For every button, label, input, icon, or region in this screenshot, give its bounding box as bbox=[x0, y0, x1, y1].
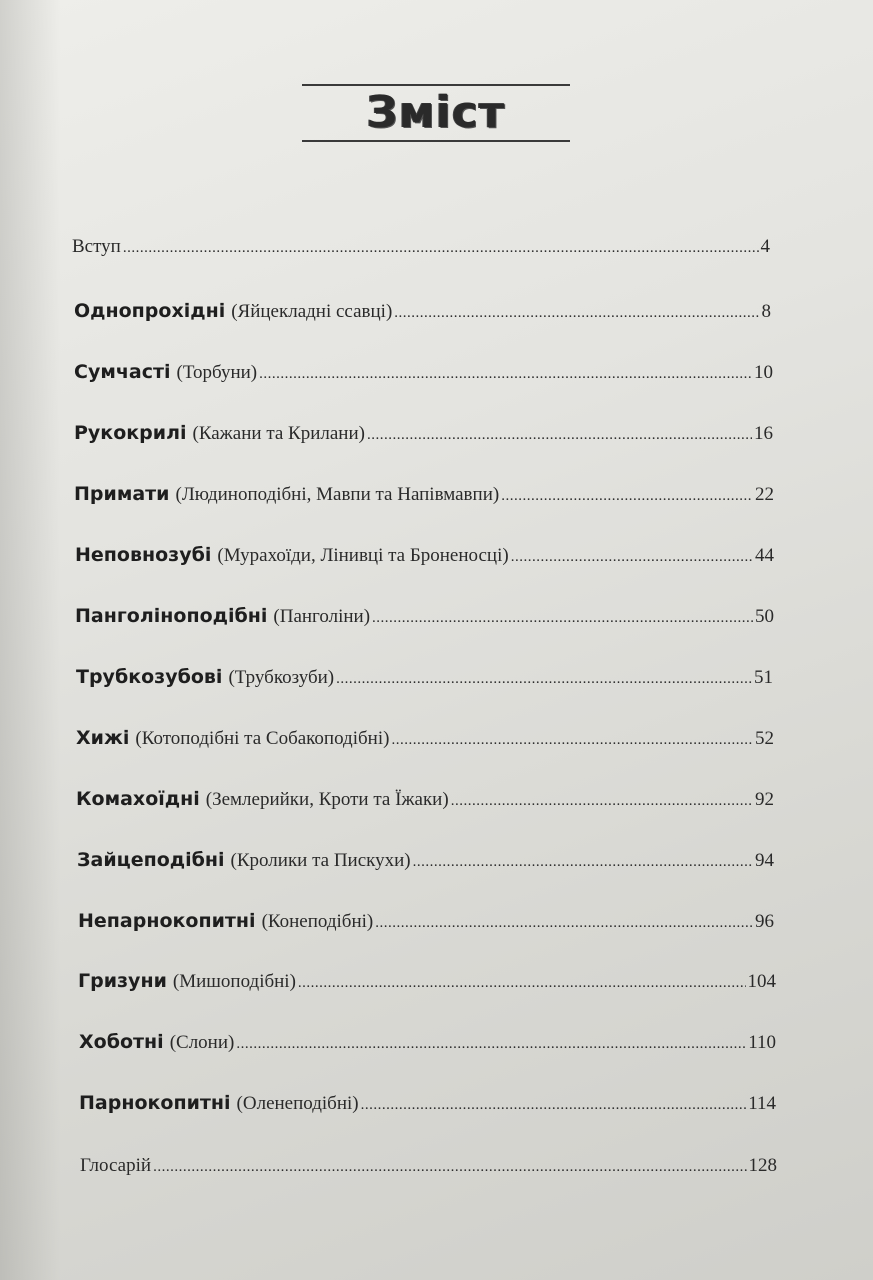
toc-page-number: 114 bbox=[748, 1093, 776, 1114]
toc-entry bbox=[79, 1088, 776, 1118]
toc-leader-dots bbox=[259, 359, 752, 389]
toc-entry bbox=[80, 1151, 777, 1181]
toc-entry-subtitle: (Слони) bbox=[169, 1032, 235, 1053]
toc-entry bbox=[78, 966, 776, 996]
toc-entry-subtitle: (Кажани та Крилани) bbox=[192, 423, 365, 444]
toc-leader-dots bbox=[394, 298, 759, 328]
toc-leader-dots bbox=[236, 1029, 746, 1059]
toc-entry-heading: Зайцеподібні bbox=[77, 849, 225, 871]
toc-entry-heading: Непарнокопитні bbox=[78, 910, 256, 932]
toc-page-number: 92 bbox=[755, 789, 774, 810]
toc-entry bbox=[76, 784, 774, 814]
toc-leader-dots bbox=[123, 233, 759, 263]
toc-page-number: 52 bbox=[755, 728, 774, 749]
toc-entry-subtitle: (Мурахоїди, Лінивці та Броненосці) bbox=[217, 545, 509, 566]
toc-entry-heading: Комахоїдні bbox=[76, 788, 200, 810]
toc-leader-dots bbox=[367, 420, 752, 450]
toc-entry-subtitle: (Яйцекладні ссавці) bbox=[231, 301, 393, 322]
toc-entry-subtitle: (Торбуни) bbox=[176, 362, 258, 383]
toc-entry bbox=[72, 232, 770, 262]
toc-entry-subtitle: Вступ bbox=[72, 236, 121, 257]
toc-page-number: 8 bbox=[761, 301, 771, 322]
toc-entry-heading: Рукокрилі bbox=[74, 422, 187, 444]
toc-entry-heading: Неповнозубі bbox=[75, 544, 212, 566]
toc-entry bbox=[78, 906, 774, 936]
toc-leader-dots bbox=[391, 725, 753, 755]
toc-entry bbox=[74, 357, 773, 387]
page-title: Зміст bbox=[366, 87, 506, 138]
toc-page-number: 128 bbox=[748, 1155, 777, 1176]
toc-page-number: 51 bbox=[754, 667, 773, 688]
toc-entry bbox=[77, 845, 774, 875]
toc-page-number: 96 bbox=[755, 911, 774, 932]
toc-leader-dots bbox=[413, 847, 753, 877]
toc-leader-dots bbox=[361, 1090, 747, 1120]
toc-leader-dots bbox=[501, 481, 753, 511]
toc-entry-heading: Сумчасті bbox=[74, 361, 171, 383]
toc-entry bbox=[79, 1027, 776, 1057]
toc-entry-heading: Хоботні bbox=[79, 1031, 164, 1053]
toc-entry bbox=[74, 296, 771, 326]
toc-entry bbox=[74, 479, 774, 509]
toc-entry-heading: Парнокопитні bbox=[79, 1092, 231, 1114]
toc-entry-subtitle: (Котоподібні та Собакоподібні) bbox=[135, 728, 390, 749]
toc-leader-dots bbox=[375, 908, 753, 938]
toc-entry-subtitle: (Землерийки, Кроти та Їжаки) bbox=[205, 789, 449, 810]
toc-page-number: 4 bbox=[760, 236, 770, 257]
toc-entry bbox=[74, 418, 773, 448]
toc-entry bbox=[75, 601, 774, 631]
toc-page-number: 94 bbox=[755, 850, 774, 871]
toc-page-number: 44 bbox=[755, 545, 774, 566]
toc-page-number: 16 bbox=[754, 423, 773, 444]
toc-leader-dots bbox=[372, 603, 753, 633]
toc-entry-heading: Панголіноподібні bbox=[75, 605, 268, 627]
toc-leader-dots bbox=[336, 664, 752, 694]
toc-entry-subtitle: (Мишоподібні) bbox=[172, 971, 296, 992]
toc-entry-heading: Однопрохідні bbox=[74, 300, 226, 322]
toc-entry bbox=[76, 723, 774, 753]
toc-entry-heading: Примати bbox=[74, 483, 170, 505]
toc-leader-dots bbox=[298, 968, 746, 998]
toc-leader-dots bbox=[153, 1152, 746, 1182]
toc-entry-heading: Хижі bbox=[76, 727, 130, 749]
toc-entry-heading: Трубкозубові bbox=[76, 666, 223, 688]
toc-entry-subtitle: (Кролики та Пискухи) bbox=[230, 850, 411, 871]
toc-page-number: 22 bbox=[755, 484, 774, 505]
toc-entry-subtitle: (Оленеподібні) bbox=[236, 1093, 359, 1114]
toc-page-number: 10 bbox=[754, 362, 773, 383]
toc-page-number: 104 bbox=[747, 971, 776, 992]
toc-entry bbox=[75, 540, 774, 570]
toc-leader-dots bbox=[511, 542, 753, 572]
toc-page-number: 50 bbox=[755, 606, 774, 627]
toc-entry-subtitle: (Людиноподібні, Мавпи та Напівмавпи) bbox=[175, 484, 500, 505]
toc-page-number: 110 bbox=[748, 1032, 776, 1053]
toc-entry-heading: Гризуни bbox=[78, 970, 167, 992]
toc-leader-dots bbox=[451, 786, 753, 816]
toc-entry-subtitle: Глосарій bbox=[80, 1155, 152, 1176]
toc-entry-subtitle: (Трубкозуби) bbox=[228, 667, 335, 688]
toc-entry-subtitle: (Конеподібні) bbox=[261, 911, 374, 932]
toc-entry-subtitle: (Панголіни) bbox=[273, 606, 371, 627]
toc-entry bbox=[76, 662, 773, 692]
